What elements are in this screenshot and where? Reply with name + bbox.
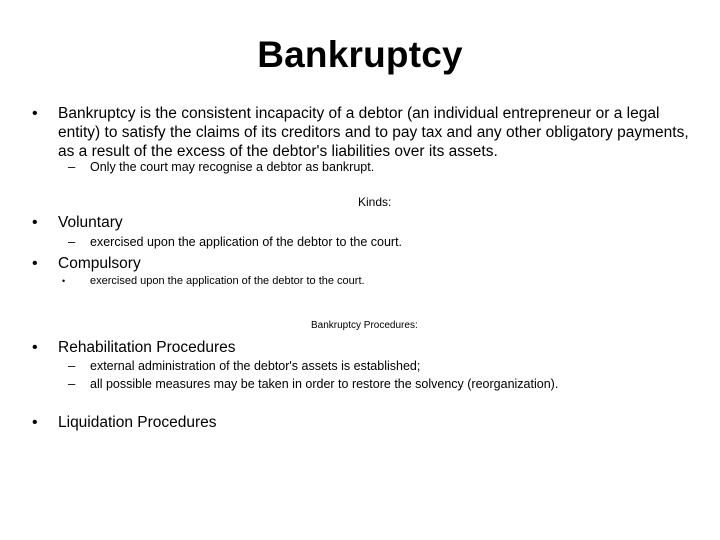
kinds-heading: Kinds: <box>358 195 392 209</box>
rehabilitation-label: Rehabilitation Procedures <box>58 339 236 356</box>
dash-rehabilitation-note-1: – <box>68 358 76 373</box>
dash-rehabilitation-note-2: – <box>68 376 76 391</box>
voluntary-note: exercised upon the application of the debtor to the court. <box>90 235 403 249</box>
bullet-liquidation: • <box>32 414 38 431</box>
procedures-heading: Bankruptcy Procedures: <box>311 320 418 331</box>
rehabilitation-note-2: all possible measures may be taken in order to restore the solvency (reorganization). <box>90 377 559 391</box>
rehabilitation-note-1: external administration of the debtor's assets is established; <box>90 359 421 373</box>
compulsory-note: exercised upon the application of the debtor to the court. <box>90 275 365 287</box>
definition-text: Bankruptcy is the consistent incapacity of a debtor (an individual entrepreneur or a legal entity) to satisfy the claims of its creditors and to pay tax and any other obligatory payments, as a result of the excess of the debtor's liabilities over its assets. <box>58 105 689 160</box>
bullet-definition: • <box>32 105 38 122</box>
dash-definition-note: – <box>68 159 76 174</box>
liquidation-label: Liquidation Procedures <box>58 414 217 431</box>
bullet-compulsory: • <box>32 255 38 272</box>
subbullet-compulsory-note: • <box>62 276 66 286</box>
definition-note: Only the court may recognise a debtor as bankrupt. <box>90 160 375 174</box>
dash-voluntary-note: – <box>68 234 76 249</box>
bullet-voluntary: • <box>32 214 38 231</box>
slide-title: Bankruptcy <box>257 34 463 75</box>
compulsory-label: Compulsory <box>58 255 141 272</box>
bullet-rehabilitation: • <box>32 339 38 356</box>
voluntary-label: Voluntary <box>58 214 123 231</box>
